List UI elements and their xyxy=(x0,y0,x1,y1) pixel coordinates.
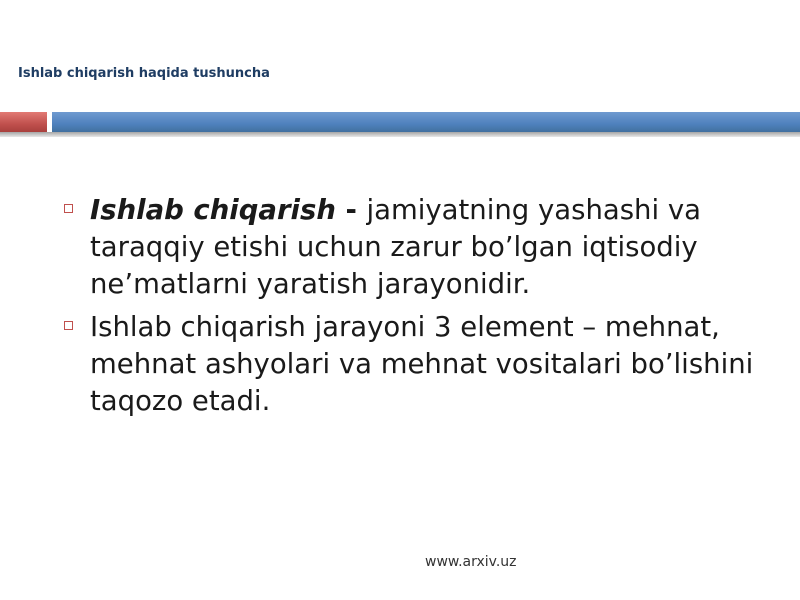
bullet-item-elements xyxy=(64,309,774,420)
bullet-dash: - xyxy=(335,194,367,226)
bullet-text: jamiyatning yashashi va taraqqiy etishi uchun zarur bo’lgan iqtisodiy ne’matlarni yaratish jarayonidir. xyxy=(90,194,701,300)
header-bar-shadow xyxy=(0,132,800,137)
header-bar-red-segment xyxy=(0,112,47,132)
bullet-term: Ishlab chiqarish xyxy=(90,194,336,226)
hollow-square-bullet-icon xyxy=(64,204,73,213)
slide-title: Ishlab chiqarish haqida tushuncha xyxy=(18,66,270,81)
header-divider-bar xyxy=(0,112,800,138)
bullet-item-definition xyxy=(64,192,774,303)
bullet-list xyxy=(64,192,774,426)
bullet-text: Ishlab chiqarish jarayoni 3 element – mehnat, mehnat ashyolari va mehnat vositalari bo’lishini taqozo etadi. xyxy=(90,311,754,417)
footer-url: www.arxiv.uz xyxy=(425,554,517,570)
hollow-square-bullet-icon xyxy=(64,321,73,330)
header-bar-blue-segment xyxy=(52,112,800,132)
